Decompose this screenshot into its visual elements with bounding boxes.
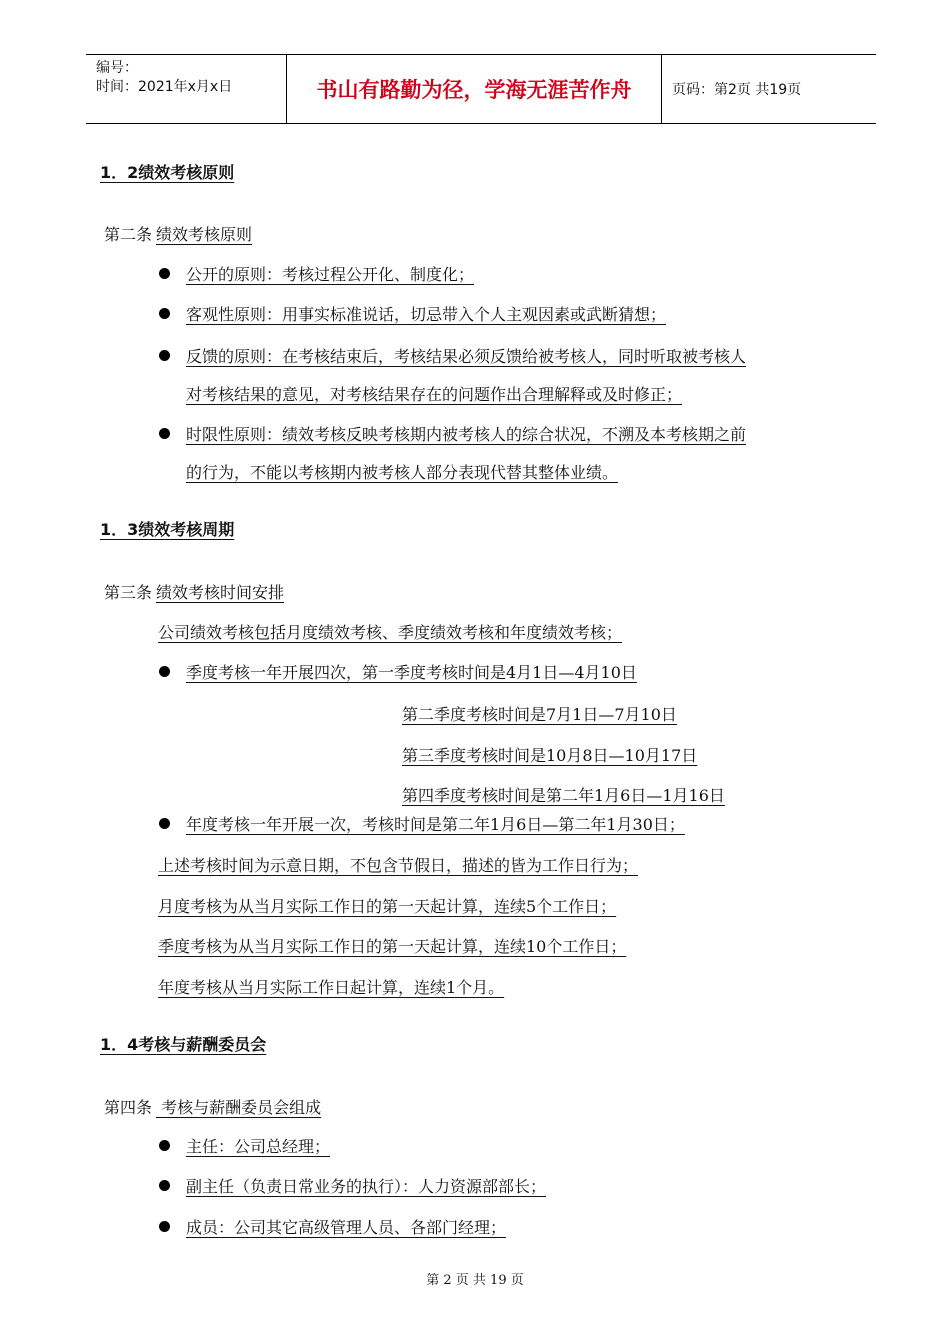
principle-timeliness-line1: 时限性原则：绩效考核反映考核期内被考核人的综合状况，不溯及本考核期之前: [186, 425, 747, 444]
principle-timeliness-line2: 的行为，不能以考核期内被考核人部分表现代替其整体业绩。: [186, 463, 619, 482]
article-title: 考核与薪酬委员会组成: [156, 1098, 322, 1117]
article-label: 第四条: [104, 1098, 153, 1117]
principle-open: 公开的原则：考核过程公开化、制度化；: [186, 265, 475, 284]
page-footer: 第 2 页 共 19 页: [426, 1273, 524, 1288]
principle-objective: 客观性原则：用事实标准说话，切忌带入个人主观因素或武断猜想；: [186, 305, 667, 324]
schedule-intro: 公司绩效考核包括月度绩效考核、季度绩效考核和年度绩效考核；: [158, 623, 623, 642]
quarter-2-schedule: 第二季度考核时间是7月1日—7月10日: [402, 705, 677, 724]
bullet-icon: [159, 428, 170, 439]
article-label: 第三条: [104, 583, 153, 602]
committee-deputy: 副主任（负责日常业务的执行）：人力资源部部长；: [186, 1177, 547, 1196]
bullet-icon: [159, 666, 170, 677]
bullet-icon: [159, 1140, 170, 1151]
bullet-icon: [159, 268, 170, 279]
article-title: 绩效考核原则: [156, 225, 253, 244]
schedule-note-2: 月度考核为从当月实际工作日的第一天起计算，连续5个工作日；: [158, 897, 617, 916]
article-title: 绩效考核时间安排: [156, 583, 285, 602]
principle-feedback-line2: 对考核结果的意见，对考核结果存在的问题作出合理解释或及时修正；: [186, 385, 683, 404]
quarter-3-schedule: 第三季度考核时间是10月8日—10月17日: [402, 746, 698, 765]
time-label: 时间：2021年x月x日: [96, 79, 233, 95]
bullet-icon: [159, 818, 170, 829]
page-header: [86, 54, 876, 124]
quarter-1-schedule: 季度考核一年开展四次，第一季度考核时间是4月1日—4月10日: [186, 663, 637, 682]
schedule-note-4: 年度考核从当月实际工作日起计算，连续1个月。: [158, 978, 505, 997]
number-label: 编号：: [96, 60, 138, 76]
article-2: [104, 222, 252, 245]
bullet-icon: [159, 308, 170, 319]
article-3: [104, 580, 284, 603]
section-title-1-4: 1．4考核与薪酬委员会: [100, 1035, 267, 1054]
bullet-icon: [159, 1221, 170, 1232]
section-title-1-3: 1．3绩效考核周期: [100, 520, 235, 539]
bullet-icon: [159, 1180, 170, 1191]
principle-feedback-line1: 反馈的原则：在考核结束后，考核结果必须反馈给被考核人，同时听取被考核人: [186, 347, 747, 366]
schedule-note-3: 季度考核为从当月实际工作日的第一天起计算，连续10个工作日；: [158, 937, 627, 956]
article-label: 第二条: [104, 225, 153, 244]
committee-members: 成员：公司其它高级管理人员、各部门经理；: [186, 1218, 507, 1237]
schedule-note-1: 上述考核时间为示意日期，不包含节假日，描述的皆为工作日行为；: [158, 856, 639, 875]
bullet-icon: [159, 350, 170, 361]
committee-director: 主任：公司总经理；: [186, 1137, 331, 1156]
annual-schedule: 年度考核一年开展一次，考核时间是第二年1月6日—第二年1月30日；: [186, 815, 685, 834]
motto: 书山有路勤为径，学海无涯苦作舟: [286, 55, 662, 123]
header-meta: [86, 55, 286, 123]
article-4: [104, 1095, 321, 1118]
page-label: 页码：第2页 共19页: [672, 82, 802, 98]
quarter-4-schedule: 第四季度考核时间是第二年1月6日—1月16日: [402, 786, 725, 805]
section-title-1-2: 1．2绩效考核原则: [100, 163, 235, 182]
